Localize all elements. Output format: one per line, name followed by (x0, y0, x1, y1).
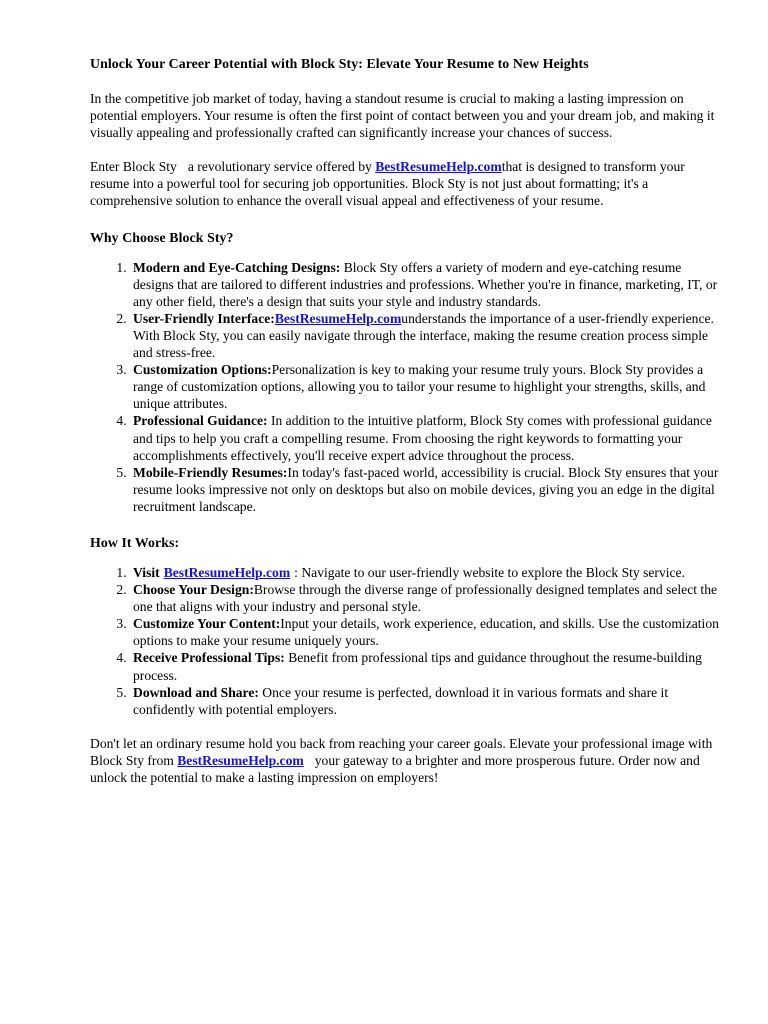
enter-paragraph (90, 158, 722, 209)
bestresumehelp-link[interactable]: BestResumeHelp.com (375, 159, 502, 175)
list-item-lead: Customization Options: (133, 362, 272, 378)
list-item-lead: Professional Guidance: (133, 413, 268, 429)
list-item-lead: Choose Your Design: (133, 582, 254, 598)
list-item-body: Browse through the diverse range of professionally designed templates and select the one that aligns with your industry and personal style. (133, 582, 718, 615)
list-item (130, 361, 722, 412)
bestresumehelp-link[interactable]: BestResumeHelp.com (274, 310, 402, 326)
list-item (130, 259, 722, 310)
bestresumehelp-link[interactable]: BestResumeHelp.com (163, 564, 291, 580)
how-it-works-list (90, 564, 722, 718)
document-body (90, 55, 722, 786)
list-item-body: In today's fast-paced world, accessibility is crucial. Block Sty ensures that your resume looks impressive not only on desktops but also on mobile devices, giving you an edge in the digital recruitment landscape. (133, 464, 719, 514)
intro-paragraph: In the competitive job market of today, having a standout resume is crucial to making a lasting impression on potential employers. Your resume is often the first point of contact between you and your dream job, and making it visually appealing and professionally crafted can significantly increase your chances of success. (90, 91, 715, 141)
why-choose-list (90, 259, 722, 515)
list-item (130, 581, 722, 615)
list-item-body: Benefit from professional tips and guidance throughout the resume-building process. (133, 650, 702, 683)
list-item-lead: Download and Share: (133, 684, 259, 700)
list-item (130, 412, 722, 463)
enter-paragraph-text-b: a revolutionary service offered by (187, 159, 372, 175)
bestresumehelp-link[interactable]: BestResumeHelp.com (177, 752, 304, 768)
enter-paragraph-tail: that is designed to transform your resume into a powerful tool for securing job opportunities. Block Sty is not just about formatting; it's a comprehensive solution to enhance the overall visual appeal and effectiveness of your resume. (90, 159, 685, 209)
enter-paragraph-text-a: Enter Block Sty (90, 159, 177, 175)
list-item-body: Personalization is key to making your resume truly yours. Block Sty provides a range of customization options, allowing you to tailor your resume to highlight your strengths, skills, and unique attributes. (133, 362, 706, 412)
list-item-body: : Navigate to our user-friendly website to explore the Block Sty service. (294, 564, 685, 580)
list-item-body: Block Sty offers a variety of modern and eye-catching resume designs that are tailored to different industries and professions. Whether you're in finance, marketing, IT, or any other field, there's a design that suits your style and industry standards. (133, 259, 718, 309)
list-item (130, 649, 722, 683)
list-item-lead: Mobile-Friendly Resumes: (133, 464, 288, 480)
list-item (130, 310, 722, 361)
list-item (130, 464, 722, 515)
closing-paragraph-tail: your gateway to a brighter and more prosperous future. Order now and unlock the potential to make a lasting impression on employers! (90, 752, 700, 785)
list-item-lead: Customize Your Content: (133, 616, 281, 632)
list-item-lead: Modern and Eye-Catching Designs: (133, 259, 341, 275)
list-item-body: In addition to the intuitive platform, Block Sty comes with professional guidance and tips to help you craft a compelling resume. From choosing the right keywords to formatting your accomplishments effectively, you'll receive expert advice throughout the process. (133, 413, 712, 463)
page-title: Unlock Your Career Potential with Block Sty: Elevate Your Resume to New Heights (90, 56, 589, 71)
closing-paragraph (90, 735, 722, 786)
list-item-body: understands the importance of a user-friendly experience. With Block Sty, you can easily navigate through the interface, making the resume creation process simple and stress-free. (133, 310, 714, 361)
list-item-lead: Visit (133, 564, 160, 580)
list-item-body: Once your resume is perfected, download it in various formats and share it confidently with potential employers. (133, 684, 669, 717)
list-item-lead: User-Friendly Interface: (133, 310, 275, 326)
list-item (130, 615, 722, 649)
closing-paragraph-head: Don't let an ordinary resume hold you back from reaching your career goals. Elevate your professional image with Block Sty from (90, 735, 713, 768)
list-item (130, 684, 722, 718)
list-item-lead: Receive Professional Tips: (133, 650, 285, 666)
section-heading-how: How It Works: (90, 534, 180, 550)
list-item-body: Input your details, work experience, education, and skills. Use the customization options to make your resume uniquely yours. (133, 616, 719, 649)
section-heading-why: Why Choose Block Sty? (90, 229, 234, 245)
list-item (130, 564, 722, 581)
